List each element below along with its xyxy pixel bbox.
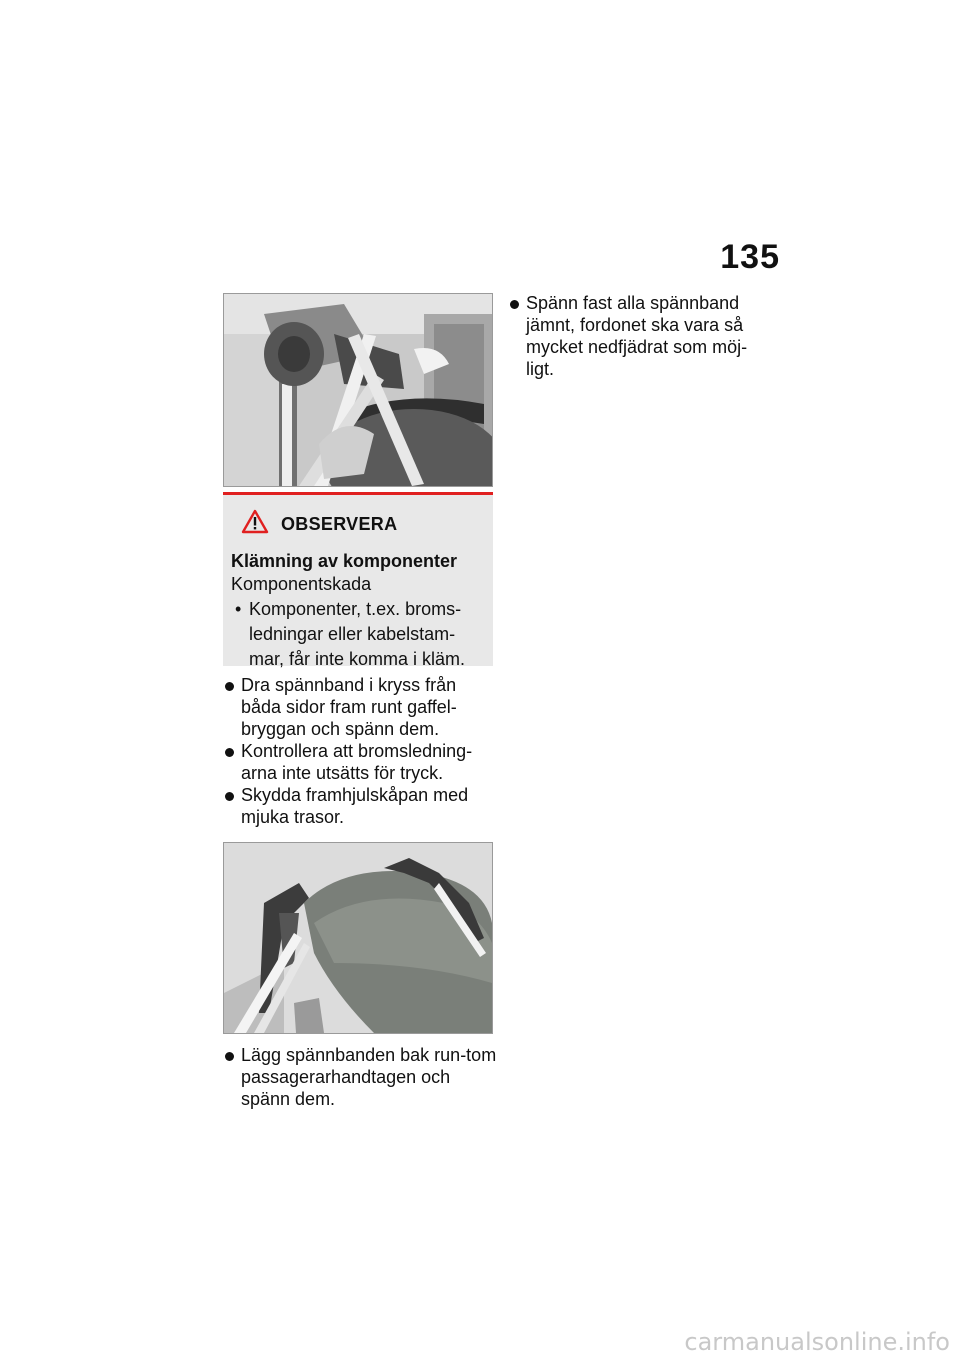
- list-item: Dra spännband i kryss från båda sidor fram runt gaffel-bryggan och spänn dem.: [223, 674, 498, 740]
- instruction-list-right: [508, 292, 758, 380]
- warning-triangle-icon: [241, 509, 269, 539]
- watermark: carmanualsonline.info: [684, 1328, 950, 1356]
- notice-text: Komponentskada: [231, 574, 372, 594]
- notice-list-item: • Komponenter, t.ex. broms-ledningar eller kabelstam-mar, får inte komma i kläm.: [231, 597, 483, 672]
- notice-title: OBSERVERA: [281, 513, 398, 534]
- page-number: 135: [720, 238, 780, 276]
- notice-header: [241, 509, 483, 539]
- list-item: Spänn fast alla spännband jämnt, fordonet ska vara så mycket nedfjädrat som möj-ligt.: [508, 292, 758, 380]
- list-item: Lägg spännbanden bak run-tom passagerarhandtagen och spänn dem.: [223, 1044, 498, 1110]
- warning-notice: [223, 492, 493, 669]
- list-item: Skydda framhjulskåpan med mjuka trasor.: [223, 784, 498, 828]
- instruction-list-front: [223, 674, 498, 828]
- front-fork-strap-photo: [223, 293, 493, 487]
- list-item: Kontrollera att bromsledning-arna inte utsätts för tryck.: [223, 740, 498, 784]
- rear-handle-strap-photo: [223, 842, 493, 1034]
- notice-subtitle: Klämning av komponenter: [231, 551, 458, 571]
- notice-list: [231, 597, 483, 672]
- instruction-list-rear: [223, 1044, 498, 1110]
